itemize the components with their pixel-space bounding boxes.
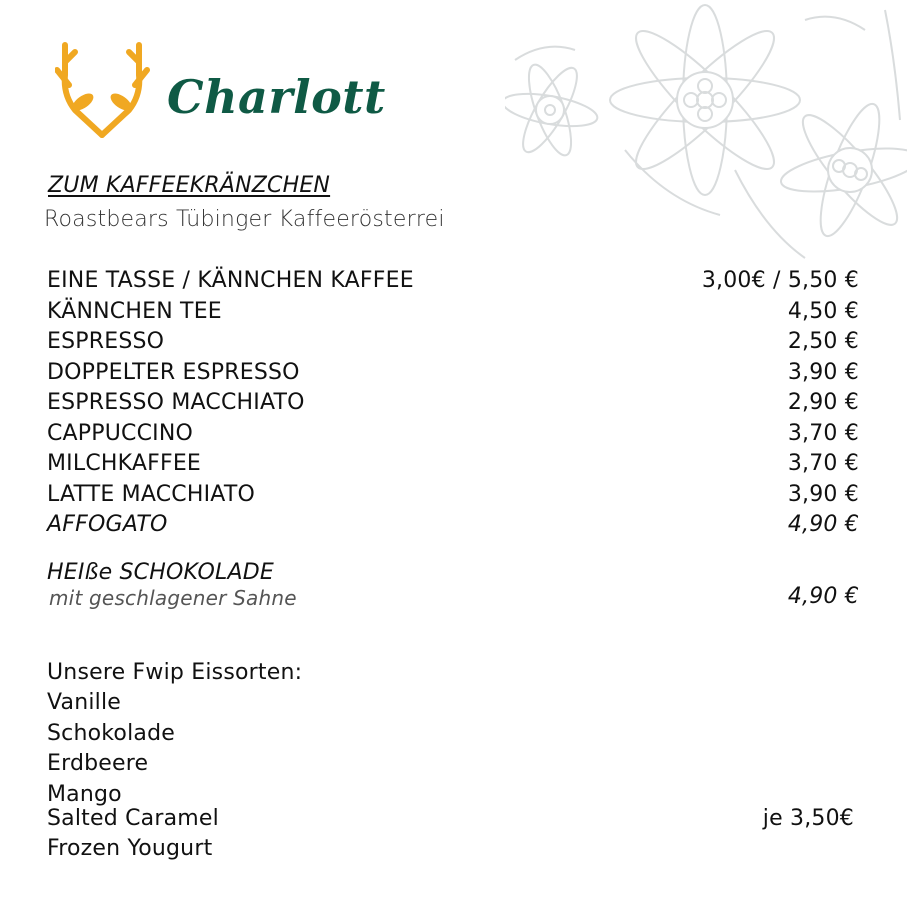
ice-cream-flavor: Mango	[47, 781, 122, 807]
brand-name: Charlott	[167, 70, 386, 124]
ice-cream-price: je 3,50€	[762, 806, 854, 831]
edelweiss-flowers-icon	[505, 0, 907, 260]
special-item-subtitle: mit geschlagener Sahne	[49, 586, 297, 610]
menu-item-price: 3,70 €	[787, 451, 859, 476]
menu-item-price: 4,90 €	[787, 512, 859, 537]
menu-item	[47, 512, 859, 543]
menu-list	[47, 268, 859, 543]
menu-item-price: 4,50 €	[787, 298, 859, 324]
ice-cream-flavor: Vanille	[47, 690, 122, 715]
menu-item	[47, 482, 859, 513]
special-item-name: HEIße SCHOKOLADE	[47, 560, 275, 585]
section-subheading: Roastbears Tübinger Kaffeerösterrei	[44, 207, 445, 232]
menu-item-name: ESPRESSO MACCHIATO	[47, 390, 305, 415]
logo	[55, 40, 386, 140]
menu-item-price: 3,90 €	[787, 359, 859, 385]
ice-cream-section	[47, 660, 854, 867]
special-item-price: 4,90 €	[787, 584, 859, 609]
ice-cream-flavor: Frozen Yougurt	[47, 836, 213, 861]
menu-item-name: CAPPUCCINO	[47, 420, 194, 446]
menu-item	[47, 299, 859, 330]
special-item	[47, 560, 859, 620]
menu-item-price: 3,00€ / 5,50 €	[701, 268, 859, 293]
menu-item-name: KÄNNCHEN TEE	[47, 298, 222, 324]
menu-item-name: EINE TASSE / KÄNNCHEN KAFFEE	[47, 268, 414, 293]
menu-item-name: AFFOGATO	[47, 512, 168, 537]
menu-item-price: 3,70 €	[787, 420, 859, 446]
deer-antlers-icon	[55, 40, 150, 140]
menu-item-price: 2,50 €	[787, 329, 859, 354]
ice-cream-flavor: Salted Caramel	[47, 805, 219, 831]
ice-cream-flavor: Erdbeere	[47, 751, 149, 776]
section-heading: ZUM KAFFEEKRÄNZCHEN	[48, 173, 331, 198]
ice-cream-flavor: Schokolade	[47, 720, 175, 746]
menu-item-name: LATTE MACCHIATO	[47, 481, 255, 507]
menu-item	[47, 421, 859, 452]
menu-item-price: 3,90 €	[787, 481, 859, 507]
menu-item	[47, 360, 859, 391]
menu-item	[47, 390, 859, 421]
menu-item	[47, 451, 859, 482]
menu-item-name: ESPRESSO	[47, 329, 165, 354]
ice-cream-title: Unsere Fwip Eissorten:	[47, 660, 303, 685]
menu-item-name: DOPPELTER ESPRESSO	[47, 359, 300, 385]
menu-item	[47, 268, 859, 299]
menu-item-name: MILCHKAFFEE	[47, 451, 202, 476]
menu-item	[47, 329, 859, 360]
menu-item-price: 2,90 €	[787, 390, 859, 415]
